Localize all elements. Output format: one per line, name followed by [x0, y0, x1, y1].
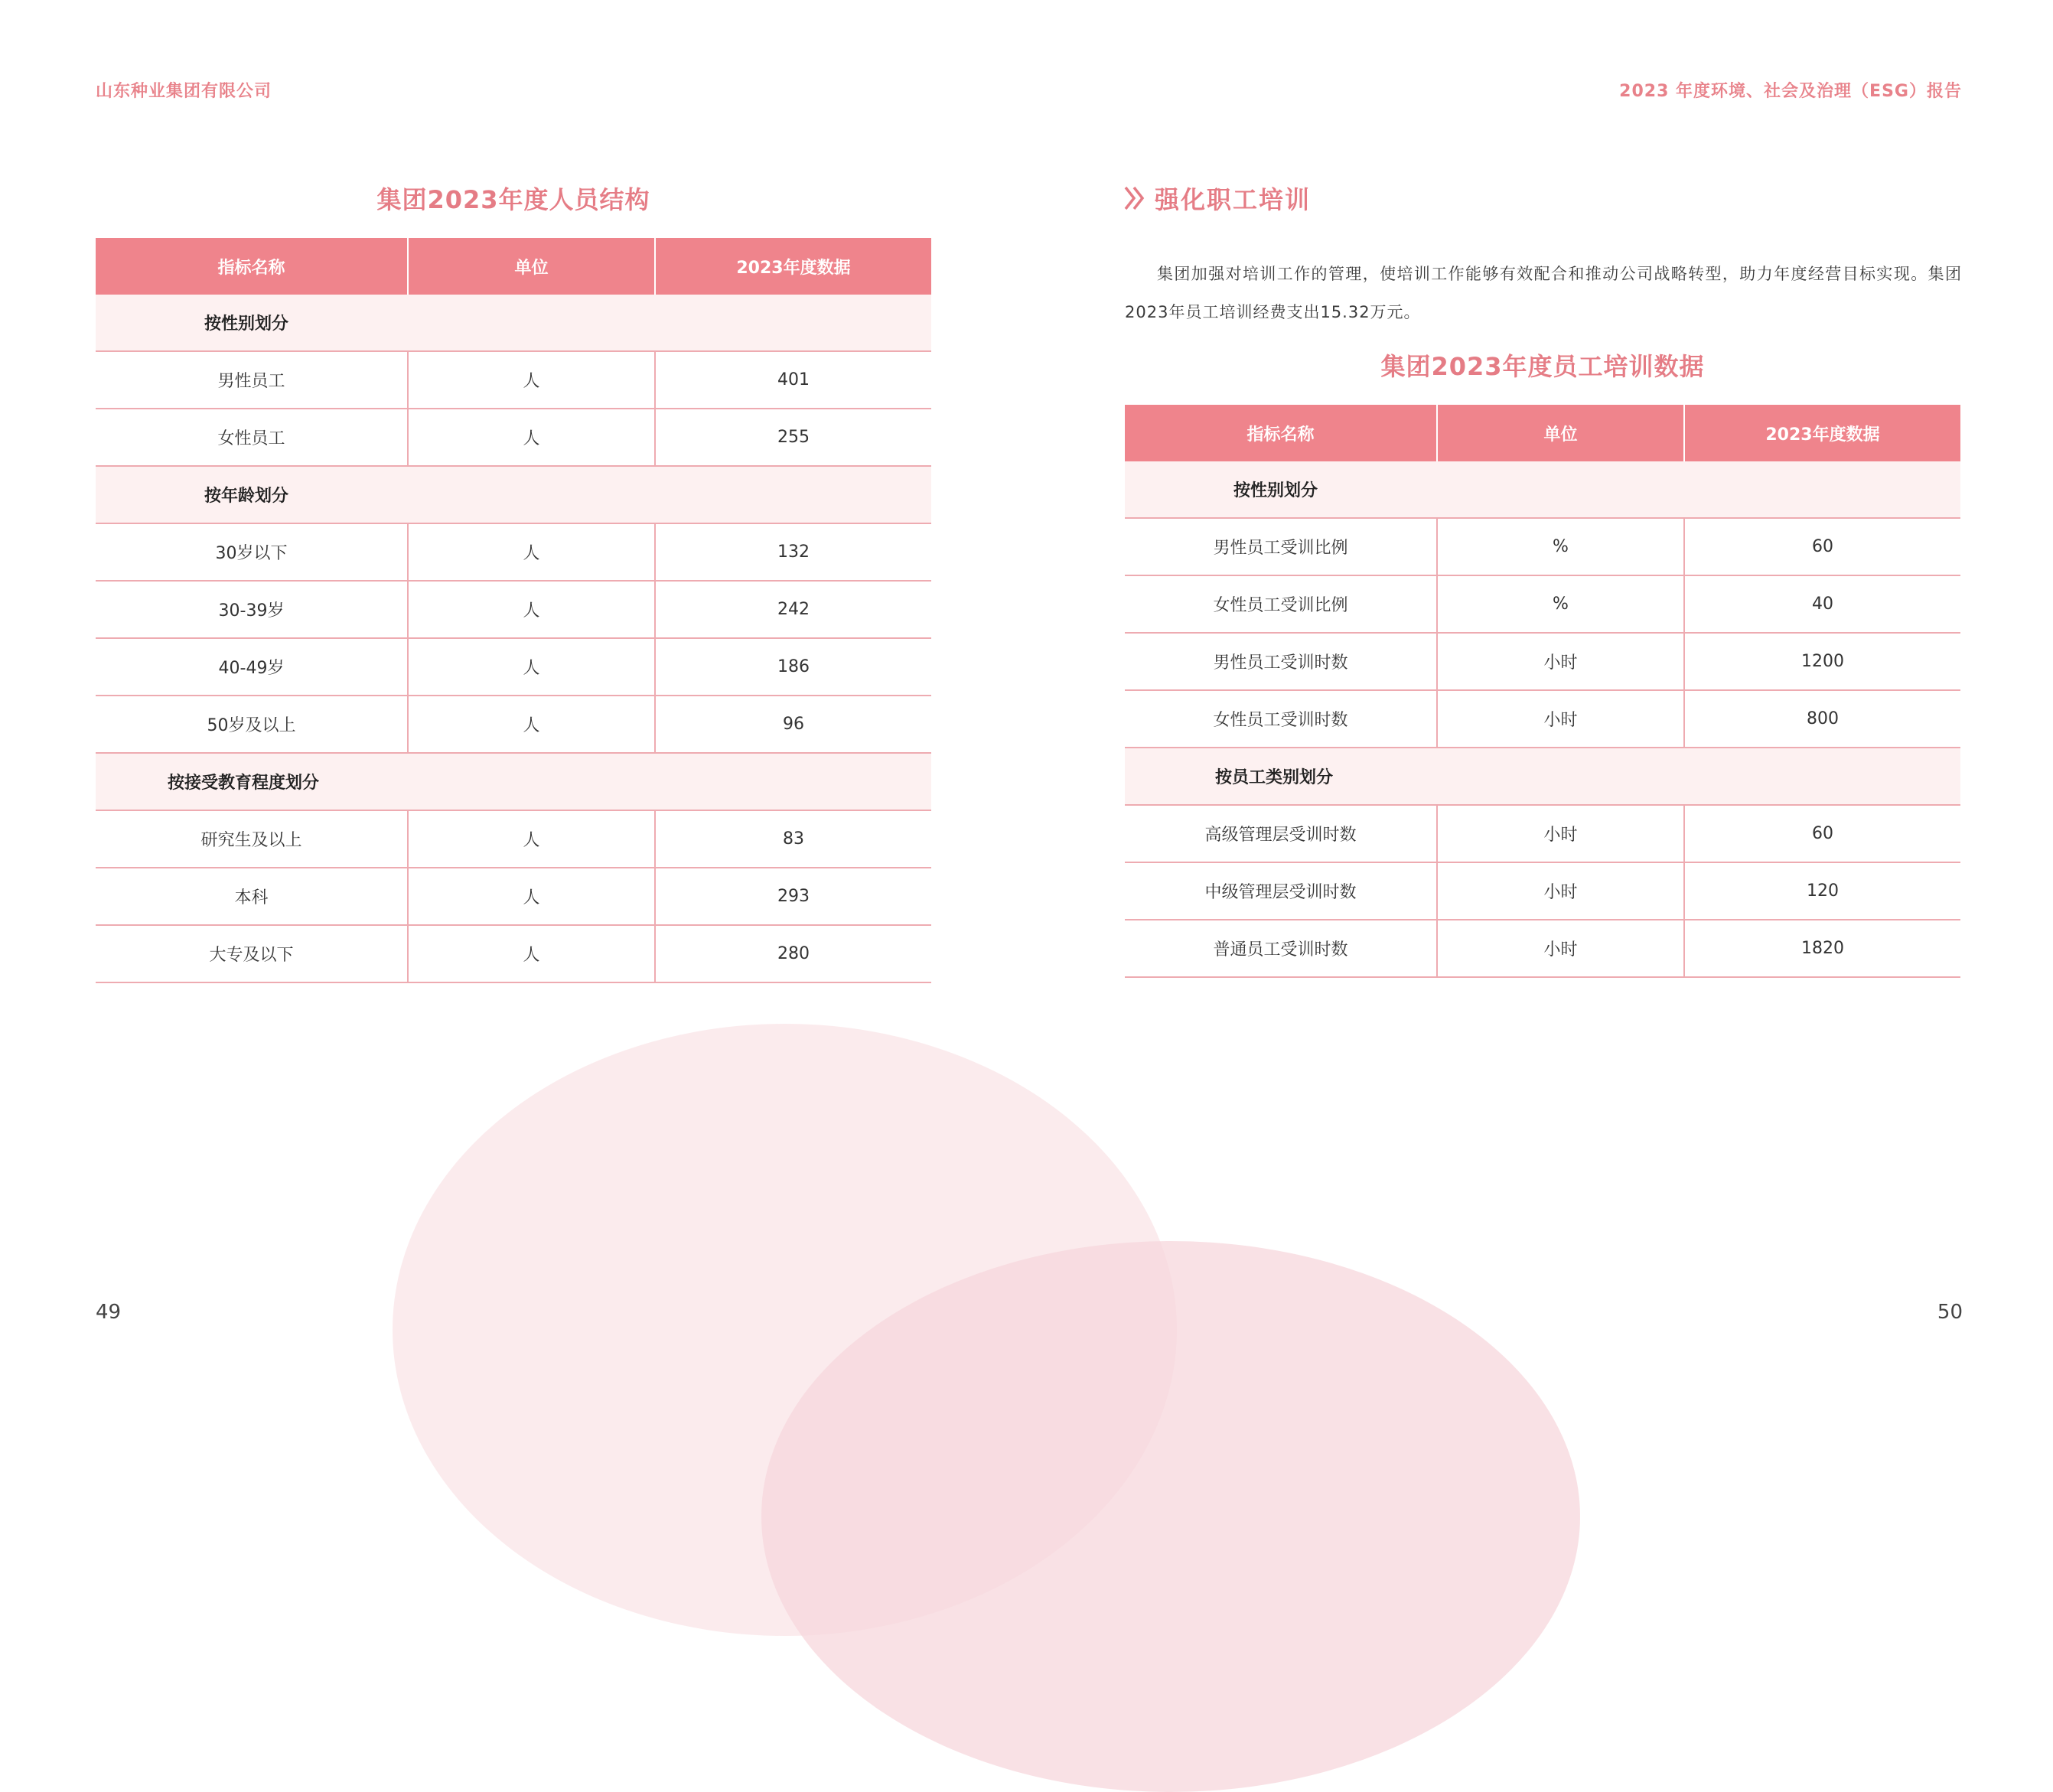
table-row [96, 696, 931, 753]
table-row [96, 351, 931, 409]
group-label: 按员工类别划分 [1125, 748, 1960, 805]
row-name: 女性员工受训比例 [1125, 575, 1437, 633]
row-unit: 人 [408, 581, 655, 638]
section-title: 强化职工培训 [1155, 185, 1312, 214]
table-row [1125, 805, 1960, 862]
training-table [1125, 405, 1960, 978]
table-header-row [1125, 405, 1960, 461]
column-header: 指标名称 [96, 238, 408, 295]
group-row [1125, 748, 1960, 805]
row-name: 高级管理层受训时数 [1125, 805, 1437, 862]
staff-structure-table-title: 集团2023年度人员结构 [376, 185, 650, 214]
table-row [96, 868, 931, 925]
row-value: 60 [1684, 518, 1960, 575]
row-name: 女性员工受训时数 [1125, 690, 1437, 748]
row-value: 132 [655, 523, 931, 581]
row-value: 1820 [1684, 920, 1960, 977]
table-row [96, 810, 931, 868]
column-header: 指标名称 [1125, 405, 1437, 461]
group-label: 按性别划分 [96, 295, 931, 351]
table-row [1125, 518, 1960, 575]
staff-structure-table [96, 238, 931, 983]
row-unit: 小时 [1437, 920, 1684, 977]
table-row [1125, 920, 1960, 977]
row-unit: % [1437, 575, 1684, 633]
group-label: 按性别划分 [1125, 461, 1960, 518]
row-unit: 人 [408, 638, 655, 696]
header-company: 山东种业集团有限公司 [96, 82, 272, 101]
group-label: 按年龄划分 [96, 466, 931, 523]
row-name: 研究生及以上 [96, 810, 408, 868]
table-row [1125, 633, 1960, 690]
row-unit: % [1437, 518, 1684, 575]
row-value: 401 [655, 351, 931, 409]
table-row [1125, 575, 1960, 633]
decorative-circle-small [761, 1241, 1580, 1792]
row-unit: 小时 [1437, 690, 1684, 748]
page-number-right: 50 [1937, 1301, 1963, 1324]
decorative-circle-large [393, 1024, 1177, 1636]
row-unit: 小时 [1437, 805, 1684, 862]
row-unit: 人 [408, 868, 655, 925]
row-name: 男性员工 [96, 351, 408, 409]
row-value: 242 [655, 581, 931, 638]
row-value: 83 [655, 810, 931, 868]
row-unit: 人 [408, 696, 655, 753]
section-heading [1123, 181, 1311, 216]
row-unit: 人 [408, 409, 655, 466]
row-value: 1200 [1684, 633, 1960, 690]
row-name: 大专及以下 [96, 925, 408, 982]
group-row [96, 466, 931, 523]
row-name: 30-39岁 [96, 581, 408, 638]
row-name: 30岁以下 [96, 523, 408, 581]
row-unit: 小时 [1437, 862, 1684, 920]
row-value: 800 [1684, 690, 1960, 748]
group-row [96, 753, 931, 810]
group-row [96, 295, 931, 351]
row-name: 本科 [96, 868, 408, 925]
row-name: 中级管理层受训时数 [1125, 862, 1437, 920]
row-value: 96 [655, 696, 931, 753]
column-header: 单位 [1437, 405, 1684, 461]
table-row [96, 581, 931, 638]
row-value: 120 [1684, 862, 1960, 920]
column-header: 2023年度数据 [1684, 405, 1960, 461]
row-name: 男性员工受训比例 [1125, 518, 1437, 575]
row-name: 普通员工受训时数 [1125, 920, 1437, 977]
row-value: 40 [1684, 575, 1960, 633]
row-value: 280 [655, 925, 931, 982]
training-table-title: 集团2023年度员工培训数据 [1380, 352, 1705, 381]
table-row [96, 409, 931, 466]
table-header-row [96, 238, 931, 295]
column-header: 单位 [408, 238, 655, 295]
row-name: 男性员工受训时数 [1125, 633, 1437, 690]
table-row [96, 523, 931, 581]
table-row [1125, 690, 1960, 748]
group-label: 按接受教育程度划分 [96, 753, 931, 810]
row-unit: 人 [408, 351, 655, 409]
body-paragraph: 集团加强对培训工作的管理，使培训工作能够有效配合和推动公司战略转型，助力年度经营目标实现。集团2023年员工培训经费支出15.32万元。 [1125, 265, 1962, 321]
row-value: 186 [655, 638, 931, 696]
double-chevron-right-icon [1123, 184, 1149, 213]
row-unit: 小时 [1437, 633, 1684, 690]
row-name: 女性员工 [96, 409, 408, 466]
row-value: 293 [655, 868, 931, 925]
row-name: 50岁及以上 [96, 696, 408, 753]
table-row [96, 925, 931, 982]
row-value: 255 [655, 409, 931, 466]
row-unit: 人 [408, 523, 655, 581]
row-unit: 人 [408, 810, 655, 868]
group-row [1125, 461, 1960, 518]
table-row [1125, 862, 1960, 920]
table-row [96, 638, 931, 696]
column-header: 2023年度数据 [655, 238, 931, 295]
row-name: 40-49岁 [96, 638, 408, 696]
header-report-title: 2023 年度环境、社会及治理（ESG）报告 [1619, 82, 1962, 101]
page-number-left: 49 [96, 1301, 122, 1324]
row-value: 60 [1684, 805, 1960, 862]
row-unit: 人 [408, 925, 655, 982]
